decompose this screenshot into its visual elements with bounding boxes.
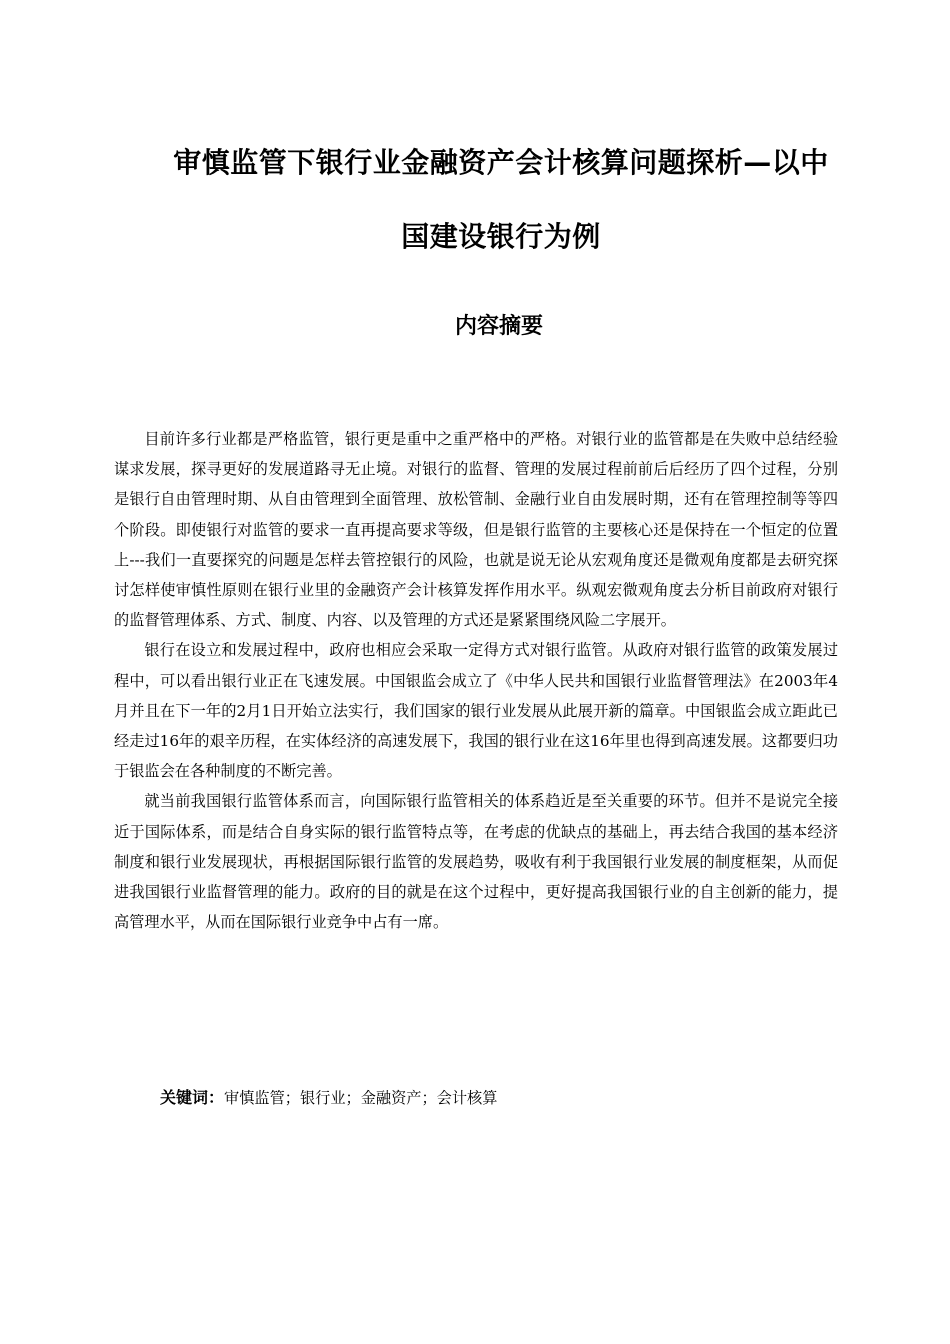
abstract-heading: 内容摘要 xyxy=(454,314,543,339)
abstract-paragraph-1: 目前许多行业都是严格监管，银行更是重中之重严格中的严格。对银行业的监管都是在失败中总结经验谋求发展，探寻更好的发展道路寻无止境。对银行的监督、管理的发展过程前前后后经历了四个过程，分别是银行自由管理时期、从自由管理到全面管理、放松管制、金融行业自由发展时期，还有在管理控制等等四个阶段。即使银行对监管的要求一直再提高要求等级，但是银行监管的主要核心还是保持在一个恒定的位置上---我们一直要探究的问题是怎样去管控银行的风险，也就是说无论从宏观角度还是微观角度都是去研究探讨怎样使审慎性原则在银行业里的金融资产会计核算发挥作用水平。纵观宏微观角度去分析目前政府对银行的监督管理体系、方式、制度、内容、以及管理的方式还是紧紧围绕风险二字展开。 xyxy=(114,430,838,630)
keywords-value: 审慎监管；银行业；金融资产；会计核算 xyxy=(224,1089,498,1107)
keywords-line xyxy=(160,1084,497,1112)
abstract-paragraph-3: 就当前我国银行监管体系而言，向国际银行监管相关的体系趋近是至关重要的环节。但并不是说完全接近于国际体系，而是结合自身实际的银行监管特点等，在考虑的优缺点的基础上，再去结合我国的基本经济制度和银行业发展现状，再根据国际银行监管的发展趋势，吸收有利于我国银行业发展的制度框架，从而促进我国银行业监督管理的能力。政府的目的就是在这个过程中，更好提高我国银行业的自主创新的能力，提高管理水平，从而在国际银行业竞争中占有一席。 xyxy=(114,792,838,932)
keywords-label: 关键词： xyxy=(160,1088,225,1107)
abstract-body xyxy=(114,424,838,937)
abstract-paragraph-2: 银行在设立和发展过程中，政府也相应会采取一定得方式对银行监管。从政府对银行监管的政策发展过程中，可以看出银行业正在飞速发展。中国银监会成立了《中华人民共和国银行业监督管理法》在2003年4月并且在下一年的2月1日开始立法实行，我们国家的银行业发展从此展开新的篇章。中国银监会成立距此已经走过16年的艰辛历程，在实体经济的高速发展下，我国的银行业在这16年里也得到高速发展。这都要归功于银监会在各种制度的不断完善。 xyxy=(114,641,838,781)
title-line-1: 审慎监管下银行业金融资产会计核算问题探析—以中 xyxy=(173,146,829,179)
document-title xyxy=(112,126,890,274)
title-line-2: 国建设银行为例 xyxy=(401,220,601,253)
